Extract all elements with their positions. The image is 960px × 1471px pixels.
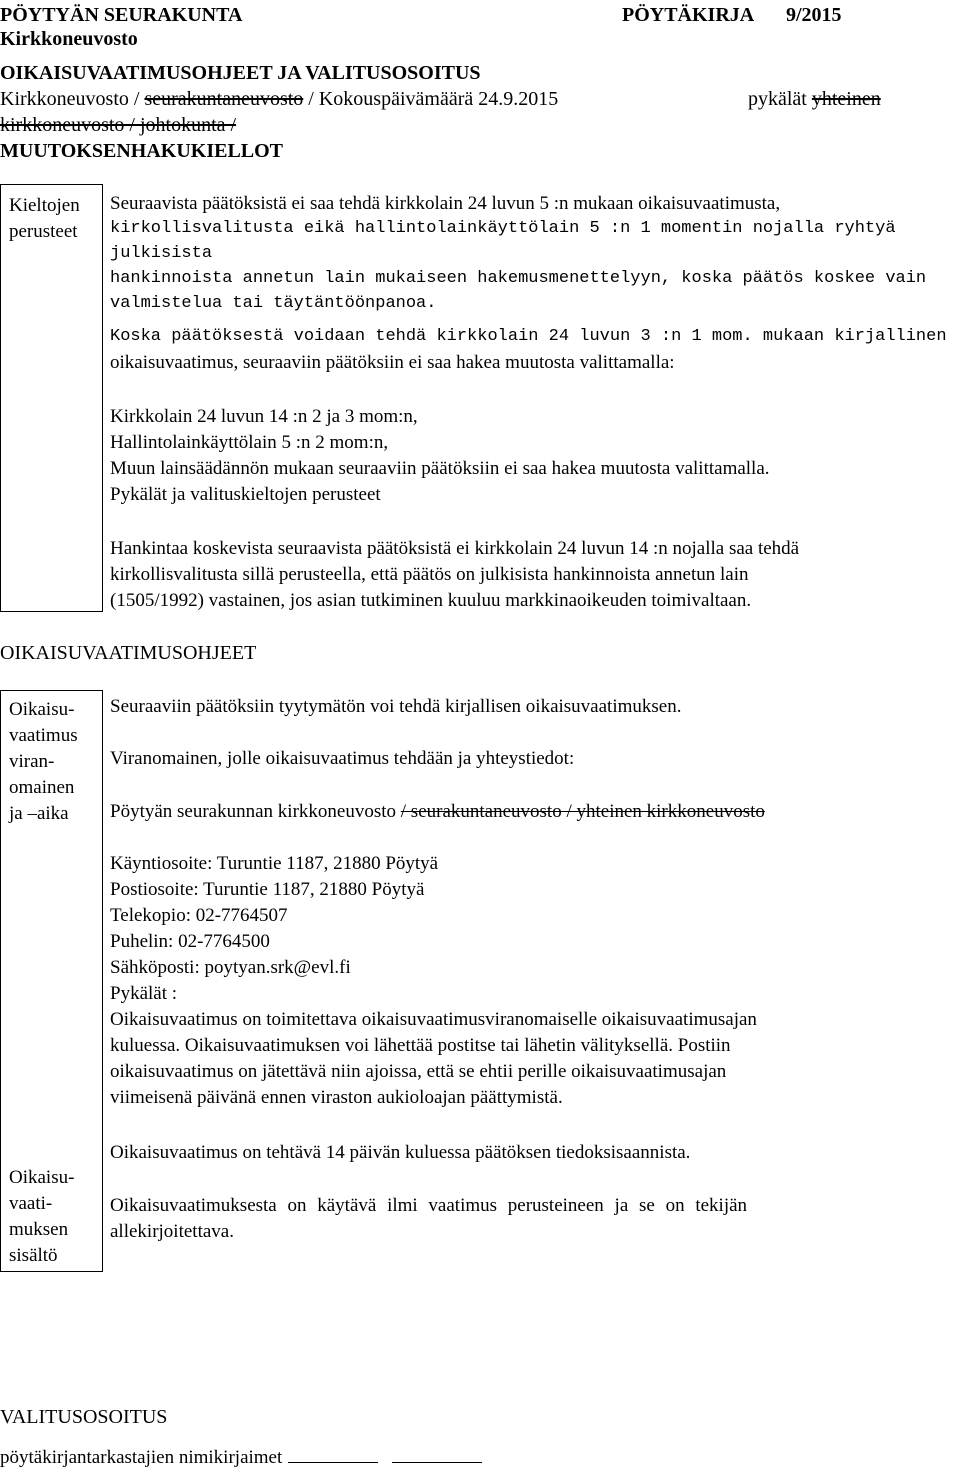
content-line: Oikaisuvaatimuksesta on käytävä ilmi vaatimus perusteineen ja se on tekijän (110, 1195, 748, 1216)
para-procurement: Hankintaa koskevista seuraavista päätöksistä ei kirkkolain 24 luvun 14 :n nojalla saa tehdä kirkollisvalitusta sillä perusteella, että päätös on julkisista hankinnoista annetun lain (1505/1992) vastainen, jos asian tutkiminen kuuluu markkinaoikeuden toimivaltaan. (110, 538, 800, 611)
fax: Telekopio: 02-7764507 (110, 905, 288, 926)
para-no-appeal: Seuraavista päätöksistä ei saa tehdä kirkkolain 24 luvun 5 :n mukaan oikaisuvaatimusta, kirkollisvalitusta eikä hallintolainkäyttölain 5 :n 1 momentin nojalla ryhtyä julkisista hankinnoista annetun lain mukaiseen hakemusmenettelyyn, koska päätös koskee vain valmistelua tai täytäntöönpanoa. (110, 193, 927, 313)
signature-blank-1[interactable] (288, 1444, 378, 1463)
claim-instructions-title: OIKAISUVAATIMUSOHJEET (0, 642, 257, 664)
phone: Puhelin: 02-7764500 (110, 931, 270, 952)
visit-address: Käyntiosoite: Turuntie 1187, 21880 Pöytyä (110, 853, 439, 874)
claim-intro: Seuraaviin päätöksiin tyytymätön voi tehdä kirjallisen oikaisuvaatimuksen. (110, 696, 682, 717)
body-name: Kirkkoneuvosto (0, 28, 138, 50)
doc-number: 9/2015 (786, 4, 842, 26)
struck-line: kirkkoneuvosto / johtokunta / (0, 114, 237, 136)
claim-authority-label: Oikaisu- vaatimus viran- omainen ja –aika (9, 699, 78, 824)
ban-title: MUUTOKSENHAKUKIELLOT (0, 140, 284, 162)
signature-blank-2[interactable] (392, 1444, 482, 1463)
reasons-side-cell (0, 184, 103, 612)
authority-name: Pöytyän seurakunnan kirkkoneuvosto / seurakuntaneuvosto / yhteinen kirkkoneuvosto (110, 801, 765, 822)
claim-content-label: Oikaisu- vaati- muksen sisältö (9, 1167, 75, 1266)
contact-details: Käyntiosoite: Turuntie 1187, 21880 Pöytyä Postiosoite: Turuntie 1187, 21880 Pöytyä Telekopio: 02-7764507 Puhelin: 02-7764500 Sähköposti: poytyan.srk@evl.fi Pykälät : Oikaisuvaatimus on toimitettava oikaisuvaatimusviranomaiselle oikaisuvaatimusajan kuluessa. Oikaisuvaatimuksen voi lähettää postitse tai lähetin välityksellä. Postiin oikaisuvaatimus on jätettävä niin ajoissa, että se ehtii perille oikaisuvaatimusajan viimeisenä päivänä ennen viraston aukioloajan päättymistä. (110, 851, 960, 1111)
claim-side-cell (0, 690, 103, 1272)
appeal-title: VALITUSOSOITUS (0, 1406, 168, 1428)
org-name: PÖYTYÄN SEURAKUNTA (0, 4, 243, 26)
email: Sähköposti: poytyan.srk@evl.fi (110, 957, 351, 978)
reasons-side-label: Kieltojen perusteet (9, 195, 80, 242)
paragraphs-label: Pykälät : (110, 983, 178, 1004)
meeting-line: Kirkkoneuvosto / seurakuntaneuvosto / Kokouspäivämäärä 24.9.2015 (0, 88, 559, 110)
doc-title: OIKAISUVAATIMUSOHJEET JA VALITUSOSOITUS (0, 62, 481, 84)
content-line-2: allekirjoitettava. (110, 1221, 234, 1242)
days-line: Oikaisuvaatimus on tehtävä 14 päivän kuluessa päätöksen tiedoksisaannista. (110, 1142, 691, 1163)
doc-label: PÖYTÄKIRJA (622, 4, 755, 26)
para-written-claim: Koska päätöksestä voidaan tehdä kirkkolain 24 luvun 3 :n 1 mom. mukaan kirjallinen oikaisuvaatimus, seuraaviin päätöksiin ei saa hakea muutosta valittamalla: (110, 327, 947, 373)
postal-address: Postiosoite: Turuntie 1187, 21880 Pöytyä (110, 879, 425, 900)
para-laws: Kirkkolain 24 luvun 14 :n 2 ja 3 mom:n, Hallintolainkäyttölain 5 :n 2 mom:n, Muun lainsäädännön mukaan seuraaviin päätöksiin ei saa hakea muutosta valittamalla. Pykälät ja valituskieltojen perusteet (110, 406, 770, 505)
authority-intro: Viranomainen, jolle oikaisuvaatimus tehdään ja yhteystiedot: (110, 748, 575, 769)
paragraphs-line: pykälät yhteinen (748, 88, 881, 110)
signature-line: pöytäkirjantarkastajien nimikirjaimet (0, 1444, 482, 1471)
